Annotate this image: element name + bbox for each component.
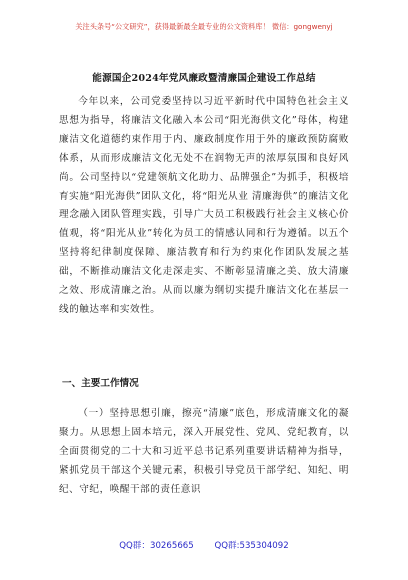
document-title: 能源国企2024年党风廉政暨清廉国企建设工作总结	[92, 73, 316, 84]
promo-banner[interactable]: 关注头条号“公文研究”，获得最新最全最专业的公文资料库！ 微信：gongwenyj	[75, 22, 333, 31]
footer-contacts	[0, 539, 408, 551]
paragraph-intro: 今年以来，公司党委坚持以习近平新时代中国特色社会主义思想为指导，将廉洁文化融入本公司“阳光海供文化”母体，构建廉洁文化道德约束作用于内、廉政制度作用于外的廉政预防腐败体系，从而形成廉洁文化无处不在润物无声的浓厚氛围和良好风尚。公司坚持以“党建领航文化助力、品牌强企”为抓手，积极培育实施“阳光海供”团队文化，将“阳光从业 清廉海供”的廉洁文化理念融入团队管理实践，引导广大员工积极践行社会主义核心价值观，将“阳光从业”转化为员工的情感认同和行为遵循。以五个坚持将纪律制度保障、廉洁教育和行为约束化作团队发展之基础，不断推动廉洁文化走深走实、不断彰显清廉之美、放大清廉之效、形成清廉之治。从而以廉为纲切实提升廉洁文化在基层一线的触达率和实效性。	[59, 96, 349, 315]
footer-qq-group-1[interactable]: QQ群：30265665	[119, 541, 194, 551]
footer-qq-group-2[interactable]: QQ群:535304092	[214, 541, 289, 551]
paragraph-section-1: （一）坚持思想引廉，擦亮“清廉”底色，形成清廉文化的凝聚力。从思想上固本培元，深入开展党性、党风、党纪教育，以全面贯彻党的二十大和习近平总书记系列重要讲话精神为指导，紧抓党员干部这个关键元素，积极引导党员干部学纪、知纪、明纪、守纪，唤醒干部的责任意识	[59, 408, 349, 495]
section-heading-main-work: 一、主要工作情况	[62, 378, 139, 389]
